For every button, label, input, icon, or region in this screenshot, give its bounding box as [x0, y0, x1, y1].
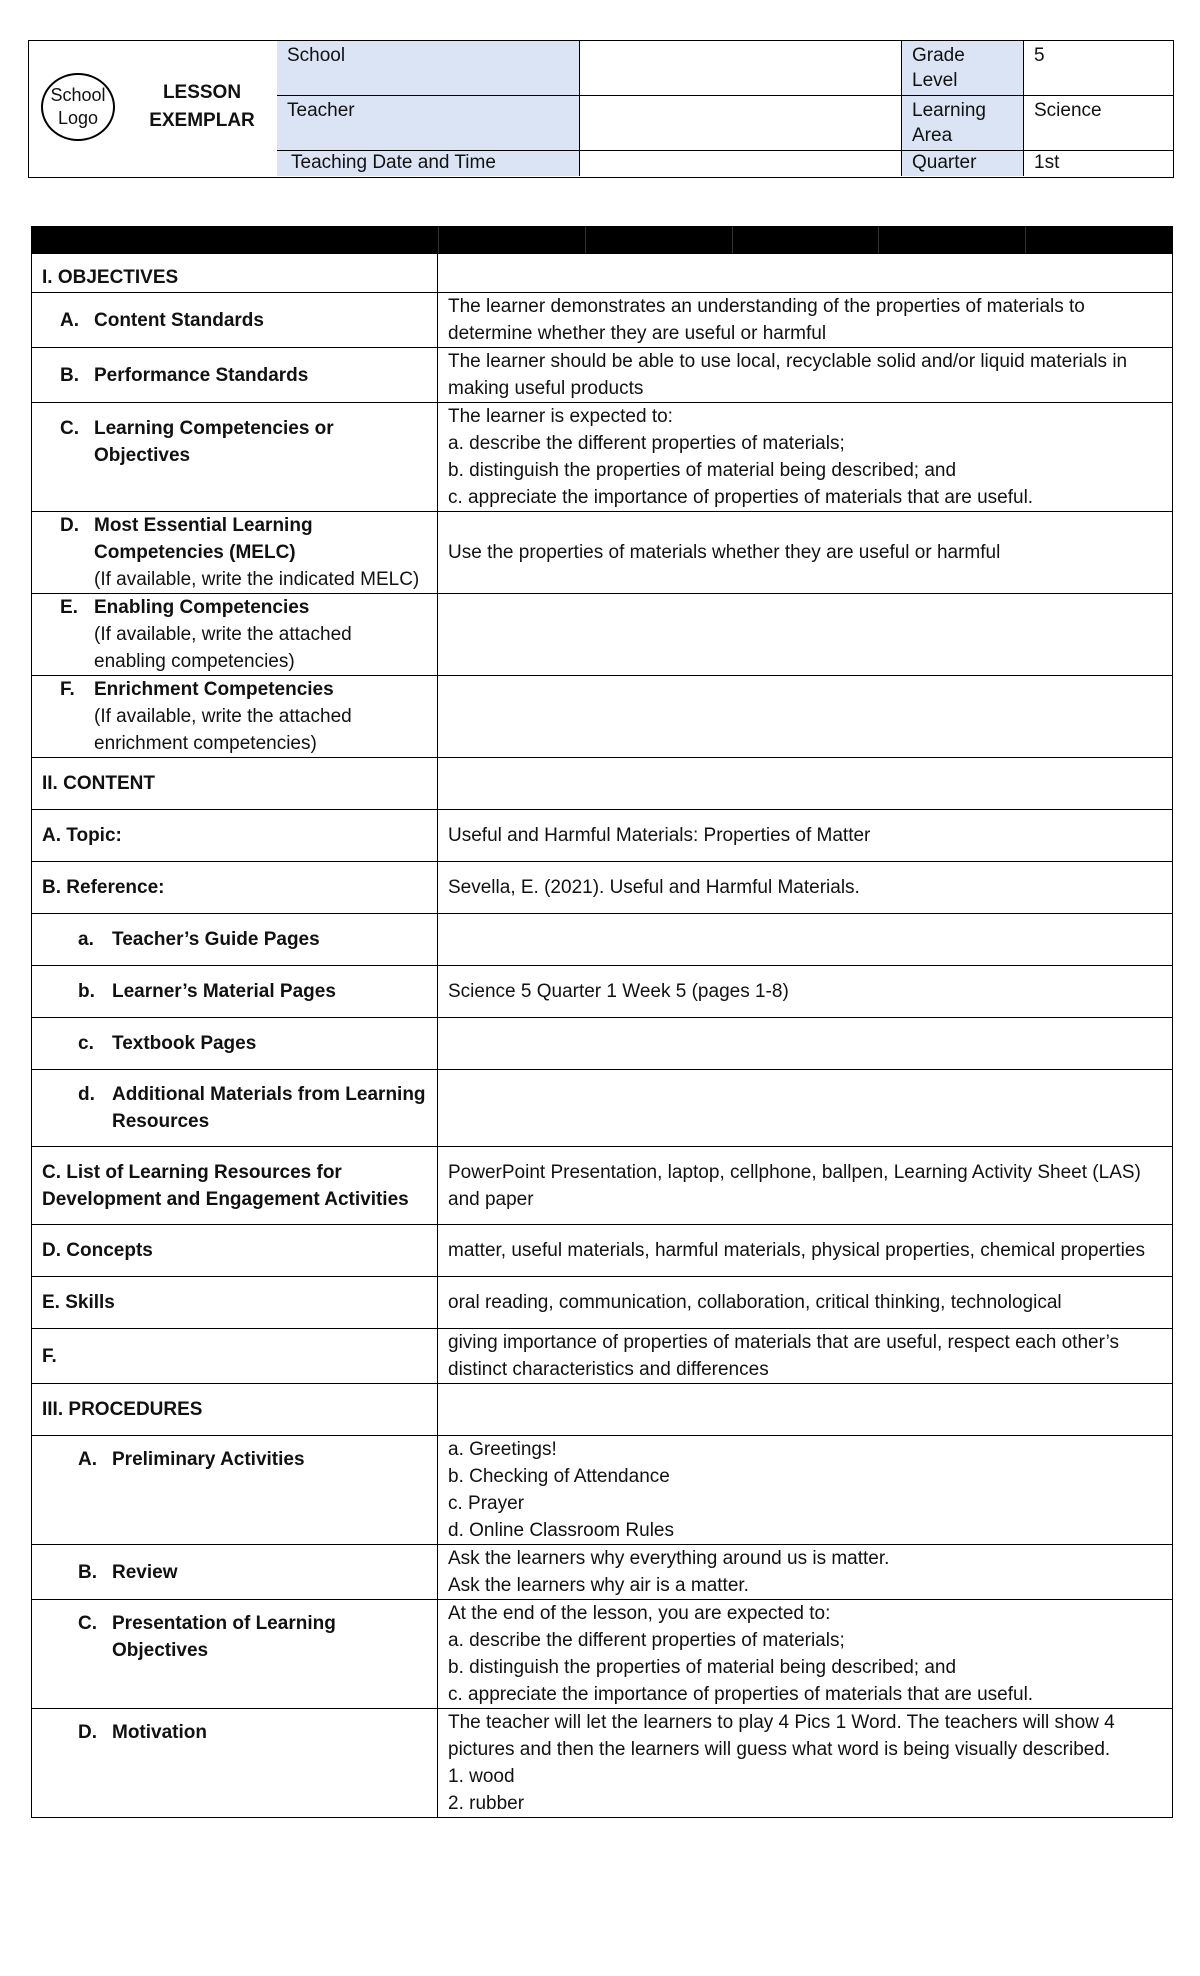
concepts-label: D. Concepts: [32, 1225, 438, 1277]
learners-material-value: Science 5 Quarter 1 Week 5 (pages 1-8): [438, 966, 1173, 1018]
motivation-label: Motivation: [112, 1722, 207, 1743]
learning-competencies-value: The learner is expected to: a. describe the different properties of materials; b. distinguish the properties of material being described; and c. appreciate the importance of properties of materials that are useful.: [438, 403, 1173, 512]
melc-label: Most Essential Learning Competencies (MELC): [94, 515, 313, 563]
table-row: a. Teacher’s Guide Pages: [32, 914, 1173, 966]
reference-label: B. Reference:: [32, 862, 438, 914]
content-section-row: [32, 758, 1173, 810]
table-row: c. Textbook Pages: [32, 1018, 1173, 1070]
teacher-field[interactable]: [580, 96, 902, 151]
preliminary-activities-value: a. Greetings! b. Checking of Attendance c. Prayer d. Online Classroom Rules: [438, 1436, 1173, 1545]
logo-text-line: Logo: [57, 108, 99, 128]
learners-material-label: Learner’s Material Pages: [112, 981, 336, 1002]
melc-value: Use the properties of materials whether they are useful or harmful: [438, 512, 1173, 594]
table-row: b. Learner’s Material Pages Science 5 Quarter 1 Week 5 (pages 1-8): [32, 966, 1173, 1018]
teaching-date-field[interactable]: [580, 151, 902, 176]
table-row: [32, 862, 1173, 914]
skills-label: E. Skills: [32, 1277, 438, 1329]
topic-label: A. Topic:: [32, 810, 438, 862]
quarter-value[interactable]: 1st: [1034, 152, 1060, 173]
document-title: LESSON EXEMPLAR: [149, 82, 255, 131]
skills-value: oral reading, communication, collaboration, critical thinking, technological: [438, 1277, 1173, 1329]
table-row: D. Motivation The teacher will let the learners to play 4 Pics 1 Word. The teachers will show 4 pictures and then the learners will guess what word is being visually described. 1. wood 2. rubber: [32, 1709, 1173, 1818]
textbook-pages-label: Textbook Pages: [112, 1033, 257, 1054]
motivation-value: The teacher will let the learners to play 4 Pics 1 Word. The teachers will show 4 pictures and then the learners will guess what word is being visually described. 1. wood 2. rubber: [438, 1709, 1173, 1818]
objectives-title: I. OBJECTIVES: [32, 254, 438, 293]
content-title: II. CONTENT: [32, 758, 438, 810]
table-row: A. Preliminary Activities a. Greetings! b. Checking of Attendance c. Prayer d. Online Classroom Rules: [32, 1436, 1173, 1545]
procedures-section-row: [32, 1384, 1173, 1436]
table-row: [32, 1329, 1173, 1384]
table-header-bar: [32, 227, 1173, 254]
performance-standards-label: Performance Standards: [94, 364, 309, 386]
table-row: B. Performance Standards The learner should be able to use local, recyclable solid and/or liquid materials in making useful products: [32, 348, 1173, 403]
review-label: Review: [112, 1561, 178, 1583]
textbook-pages-value[interactable]: [438, 1018, 1173, 1070]
table-row: D. Most Essential Learning Competencies (MELC) (If available, write the indicated MELC) Use the properties of materials whether they are useful or harmful: [32, 512, 1173, 594]
learning-area-value[interactable]: Science: [1024, 96, 1173, 151]
values-label: F.: [32, 1329, 438, 1384]
presentation-objectives-value: At the end of the lesson, you are expected to: a. describe the different properties of materials; b. distinguish the properties of material being described; and c. appreciate the importance of properties of materials that are useful.: [438, 1600, 1173, 1709]
teaching-date-label: Teaching Date and Time: [277, 151, 580, 176]
table-row: A. Content Standards The learner demonstrates an understanding of the properties of materials to determine whether they are useful or harmful: [32, 293, 1173, 348]
enrichment-competencies-value[interactable]: [438, 676, 1173, 758]
presentation-objectives-label: Presentation of Learning Objectives: [112, 1613, 336, 1661]
lesson-plan-table: [31, 226, 1173, 1818]
teacher-label: Teacher: [277, 96, 580, 151]
logo-text-line: School: [50, 85, 106, 105]
table-row: [32, 1277, 1173, 1329]
learning-resources-value: PowerPoint Presentation, laptop, cellphone, ballpen, Learning Activity Sheet (LAS) and paper: [438, 1147, 1173, 1225]
table-row: C. Presentation of Learning Objectives At the end of the lesson, you are expected to: a. describe the different properties of materials; b. distinguish the properties of material being described; and c. appreciate the importance of properties of materials that are useful.: [32, 1600, 1173, 1709]
table-row: C. Learning Competencies or Objectives The learner is expected to: a. describe the different properties of materials; b. distinguish the properties of material being described; and c. appreciate the importance of properties of materials that are useful.: [32, 403, 1173, 512]
school-field[interactable]: [580, 41, 902, 96]
learning-area-label: Learning Area: [902, 96, 1024, 151]
table-row: [32, 1225, 1173, 1277]
logo-cell: [29, 41, 278, 176]
school-label: School: [277, 41, 580, 96]
quarter-label: Quarter: [902, 151, 1024, 176]
melc-note: (If available, write the indicated MELC): [94, 569, 420, 590]
grade-level-value[interactable]: 5: [1024, 41, 1173, 96]
objectives-section-row: [32, 254, 1173, 293]
table-row: E. Enabling Competencies (If available, write the attached enabling competencies): [32, 594, 1173, 676]
objectives-empty-cell: [438, 254, 1173, 293]
enabling-competencies-note: (If available, write the attached enabling competencies): [94, 624, 352, 672]
teachers-guide-label: Teacher’s Guide Pages: [112, 929, 320, 950]
review-value: Ask the learners why everything around us is matter. Ask the learners why air is a matter.: [438, 1545, 1173, 1600]
table-row: F. Enrichment Competencies (If available, write the attached enrichment competencies): [32, 676, 1173, 758]
preliminary-activities-label: Preliminary Activities: [112, 1449, 305, 1470]
enrichment-competencies-label: Enrichment Competencies: [94, 679, 334, 700]
table-row: B. Review Ask the learners why everything around us is matter. Ask the learners why air is a matter.: [32, 1545, 1173, 1600]
grade-level-label: Grade Level: [902, 41, 1024, 96]
school-logo-placeholder: [41, 73, 115, 141]
enabling-competencies-value[interactable]: [438, 594, 1173, 676]
learning-resources-label: C. List of Learning Resources for Development and Engagement Activities: [32, 1147, 438, 1225]
topic-value: Useful and Harmful Materials: Properties of Matter: [438, 810, 1173, 862]
teachers-guide-value[interactable]: [438, 914, 1173, 966]
lesson-header: [28, 40, 1174, 178]
additional-materials-label: Additional Materials from Learning Resources: [112, 1084, 426, 1132]
content-standards-label: Content Standards: [94, 309, 264, 331]
concepts-value: matter, useful materials, harmful materials, physical properties, chemical properties: [438, 1225, 1173, 1277]
table-row: d. Additional Materials from Learning Resources: [32, 1070, 1173, 1147]
table-row: [32, 810, 1173, 862]
table-row: [32, 1147, 1173, 1225]
reference-value: Sevella, E. (2021). Useful and Harmful Materials.: [438, 862, 1173, 914]
performance-standards-value: The learner should be able to use local, recyclable solid and/or liquid materials in making useful products: [438, 348, 1173, 403]
enabling-competencies-label: Enabling Competencies: [94, 597, 310, 618]
content-standards-value: The learner demonstrates an understanding of the properties of materials to determine whether they are useful or harmful: [438, 293, 1173, 348]
learning-competencies-label: Learning Competencies or Objectives: [94, 418, 334, 466]
values-value: giving importance of properties of materials that are useful, respect each other’s distinct characteristics and differences: [438, 1329, 1173, 1384]
additional-materials-value[interactable]: [438, 1070, 1173, 1147]
procedures-title: III. PROCEDURES: [32, 1384, 438, 1436]
enrichment-competencies-note: (If available, write the attached enrichment competencies): [94, 706, 352, 754]
